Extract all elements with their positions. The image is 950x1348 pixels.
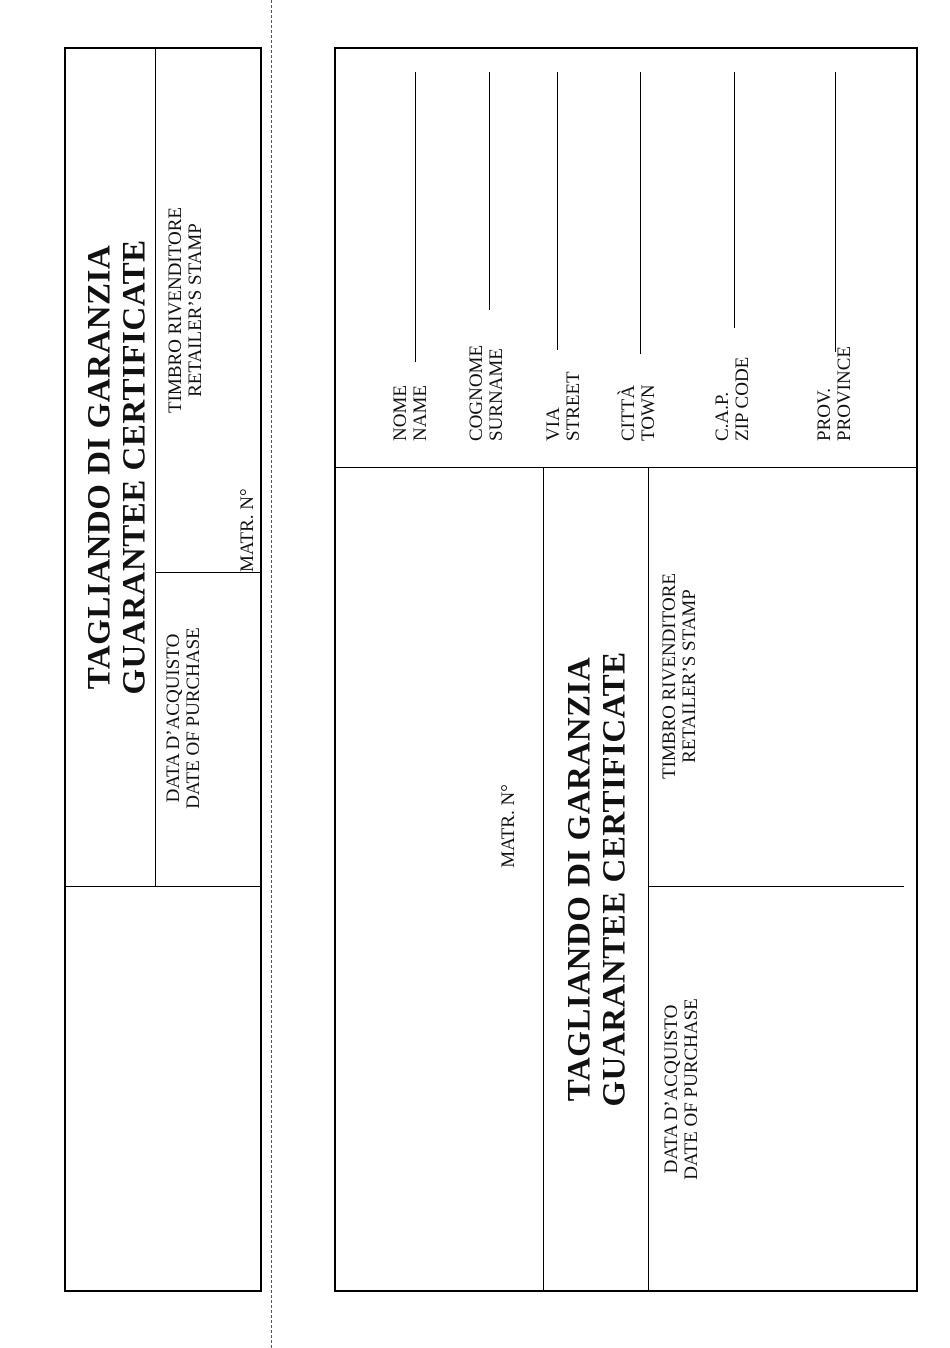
- stub-divider-horizontal: [65, 886, 261, 887]
- card-divider-vertical-1: [543, 467, 544, 1291]
- field-town-label: CITTÀ TOWN: [618, 384, 659, 441]
- field-zip-line[interactable]: [734, 72, 735, 328]
- stub-divider-inner: [155, 572, 261, 573]
- cut-line-vertical: [271, 0, 272, 1348]
- stub-title: TAGLIANDO DI GARANZIA GUARANTEE CERTIFICATE: [81, 239, 152, 695]
- field-surname-label: COGNOME SURNAME: [466, 344, 507, 441]
- field-province-line[interactable]: [835, 72, 836, 352]
- field-street-label: VIA STREET: [543, 371, 584, 441]
- stub-serial-label: MATR. N°: [237, 488, 258, 572]
- field-name-label: NOME NAME: [390, 385, 431, 441]
- field-street-line[interactable]: [557, 72, 558, 350]
- card-serial-label: MATR. N°: [498, 784, 520, 868]
- stub-divider-vertical: [155, 48, 156, 886]
- stub-retailer-stamp-label: TIMBRO RIVENDITORE RETAILER’S STAMP: [165, 206, 206, 414]
- card-divider-vertical-2: [648, 467, 649, 1291]
- field-town-line[interactable]: [640, 72, 641, 354]
- card-divider-inner: [648, 886, 904, 887]
- card-retailer-stamp-label: TIMBRO RIVENDITORE RETAILER’S STAMP: [659, 572, 700, 780]
- card-divider-horizontal: [335, 467, 917, 468]
- field-name-line[interactable]: [415, 72, 416, 362]
- stub-purchase-date-label: DATA D’ACQUISTO DATE OF PURCHASE: [163, 627, 204, 809]
- field-province-label: PROV. PROVINCE: [814, 345, 855, 441]
- card-purchase-date-label: DATA D’ACQUISTO DATE OF PURCHASE: [661, 998, 702, 1180]
- field-surname-line[interactable]: [489, 72, 490, 310]
- field-zip-label: C.A.P. ZIP CODE: [712, 356, 753, 441]
- card-title: TAGLIANDO DI GARANZIA GUARANTEE CERTIFICATE: [561, 651, 632, 1107]
